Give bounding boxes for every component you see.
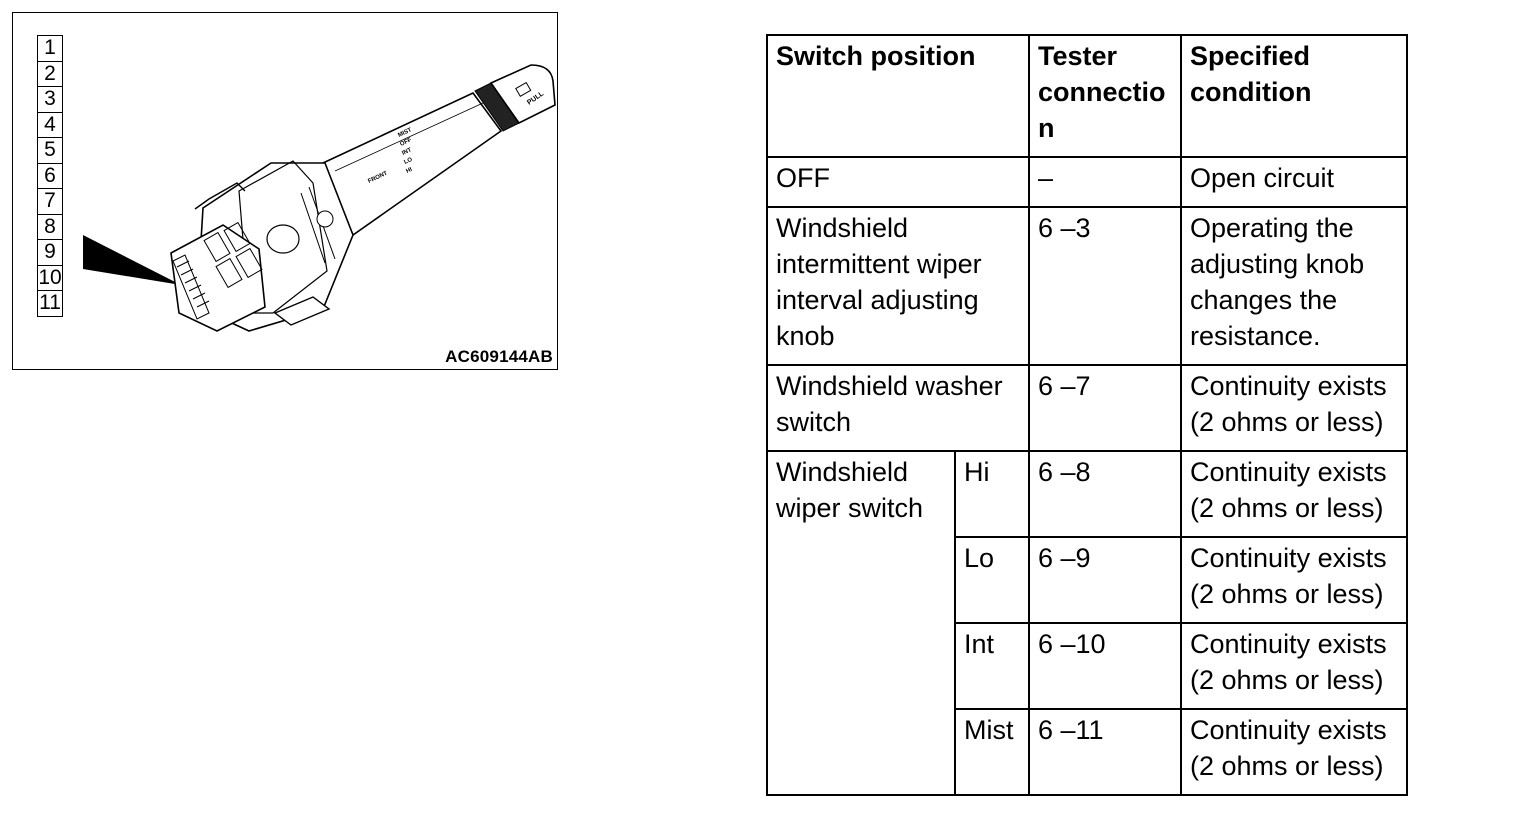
cell-specified-condition: Continuity exists (2 ohms or less) <box>1181 451 1407 537</box>
svg-text:FRONT: FRONT <box>367 170 389 185</box>
cell-switch-position: OFF <box>767 157 1029 207</box>
cell-specified-condition: Continuity exists (2 ohms or less) <box>1181 537 1407 623</box>
pin-number: 5 <box>37 137 63 163</box>
cell-sub-position: Int <box>955 623 1029 709</box>
pin-number: 3 <box>37 86 63 112</box>
svg-text:MIST: MIST <box>397 127 413 139</box>
cell-tester-connection: 6 –11 <box>1029 709 1181 795</box>
pin-number: 9 <box>37 239 63 265</box>
header-tester-connection: Tester connectio n <box>1029 35 1181 157</box>
cell-tester-connection: 6 –10 <box>1029 623 1181 709</box>
svg-text:PULL: PULL <box>526 90 546 107</box>
pin-number: 10 <box>38 265 62 289</box>
cell-wiper-switch-label: Windshield wiper switch <box>767 451 955 795</box>
table-header-row <box>767 35 1407 157</box>
pin-number: 1 <box>37 35 63 61</box>
cell-sub-position: Mist <box>955 709 1029 795</box>
cell-switch-position: Windshield intermittent wiper interval adjusting knob <box>767 207 1029 365</box>
header-specified-condition: Specified condition <box>1181 35 1407 157</box>
cell-sub-position: Lo <box>955 537 1029 623</box>
table-row <box>767 451 1407 537</box>
wiper-switch-drawing <box>13 13 559 371</box>
cell-tester-connection: 6 –8 <box>1029 451 1181 537</box>
cell-specified-condition: Continuity exists (2 ohms or less) <box>1181 365 1407 451</box>
cell-specified-condition: Continuity exists (2 ohms or less) <box>1181 709 1407 795</box>
pin-number: 7 <box>37 188 63 214</box>
cell-tester-connection: 6 –3 <box>1029 207 1181 365</box>
cell-specified-condition: Continuity exists (2 ohms or less) <box>1181 623 1407 709</box>
table-row <box>767 157 1407 207</box>
svg-text:LO: LO <box>403 156 414 166</box>
cell-specified-condition: Open circuit <box>1181 157 1407 207</box>
table-row <box>767 207 1407 365</box>
connector-pointer-arrow <box>83 235 181 285</box>
pin-number: 8 <box>37 214 63 240</box>
cell-sub-position: Hi <box>955 451 1029 537</box>
switch-illustration-figure <box>12 12 558 370</box>
cell-tester-connection: 6 –7 <box>1029 365 1181 451</box>
svg-text:HI: HI <box>405 166 414 175</box>
pin-number: 4 <box>37 112 63 138</box>
svg-text:INT: INT <box>401 147 413 157</box>
switch-inspection-table <box>766 34 1408 796</box>
header-switch-position: Switch position <box>767 35 1029 157</box>
cell-switch-position: Windshield washer switch <box>767 365 1029 451</box>
figure-code: AC609144AB <box>445 347 553 366</box>
pin-number: 2 <box>37 61 63 87</box>
pin-number: 6 <box>37 163 63 189</box>
cell-tester-connection: 6 –9 <box>1029 537 1181 623</box>
table-row <box>767 365 1407 451</box>
cell-tester-connection: – <box>1029 157 1181 207</box>
pin-number: 11 <box>37 290 63 317</box>
svg-text:OFF: OFF <box>399 137 413 148</box>
cell-specified-condition: Operating the adjusting knob changes the resistance. <box>1181 207 1407 365</box>
